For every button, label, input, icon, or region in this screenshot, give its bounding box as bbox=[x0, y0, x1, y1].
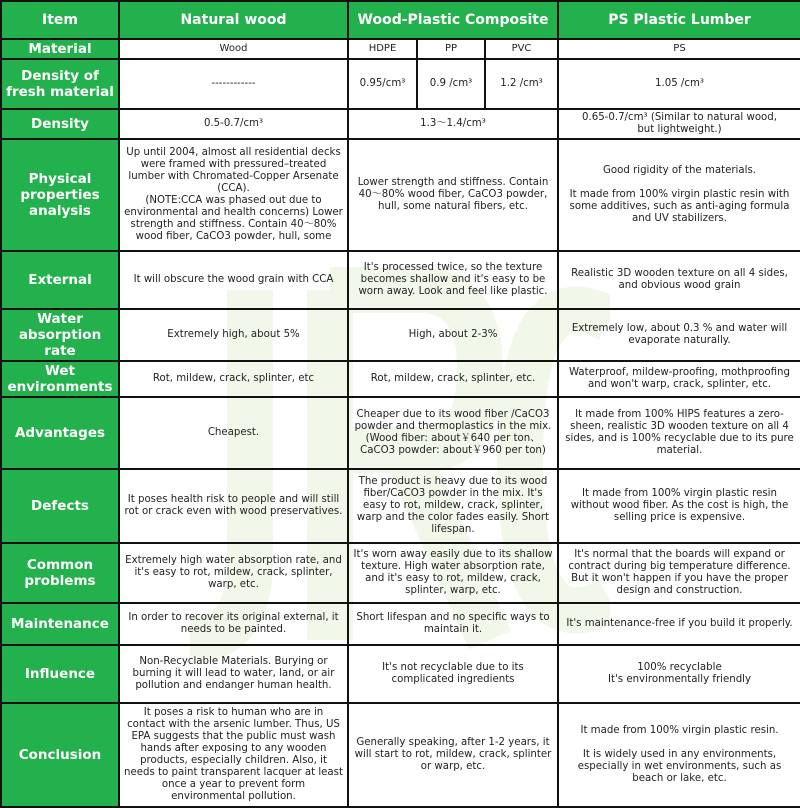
physical-natural bbox=[119, 139, 348, 251]
advantages-ps: It made from 100% HIPS features a zero-sheen, realistic 3D wooden texture on all 4 sides, and is 100% recyclable due to its pure material. bbox=[558, 397, 800, 469]
row-defects bbox=[1, 469, 800, 543]
common-wpc: It's worn away easily due to its shallow texture. High water absorption rate, and it's easy to rot, mildew, crack, splinter, warp, etc. bbox=[348, 543, 558, 603]
fresh-density-pvc: 1.2 /cm³ bbox=[485, 59, 558, 109]
fresh-density-hdpe: 0.95/cm³ bbox=[348, 59, 417, 109]
common-ps: It's normal that the boards will expand or contract during big temperature difference. But it won't happen if you have the proper design and construction. bbox=[558, 543, 800, 603]
influence-ps-line2: It's environmentally friendly bbox=[607, 674, 752, 685]
advantages-natural: Cheapest. bbox=[119, 397, 348, 469]
row-physical bbox=[1, 139, 800, 251]
wet-wpc: Rot, mildew, crack, splinter, etc. bbox=[348, 361, 558, 397]
physical-ps-p1: Good rigidity of the materials. bbox=[602, 165, 757, 176]
physical-ps bbox=[558, 139, 800, 251]
wet-ps: Waterproof, mildew-proofing, mothproofing and won't warp, crack, splinter, etc. bbox=[558, 361, 800, 397]
conclusion-wpc: Generally speaking, after 1-2 years, it will start to rot, mildew, crack, splinter or warp, etc. bbox=[348, 703, 558, 807]
density-ps-line2: but lightweight.) bbox=[637, 124, 722, 135]
common-natural: Extremely high water absorption rate, and it's easy to rot, mildew, crack, splinter, warp, etc. bbox=[119, 543, 348, 603]
label-maintenance: Maintenance bbox=[1, 603, 119, 645]
influence-ps-line1: 100% recyclable bbox=[637, 662, 722, 673]
header-wpc: Wood-Plastic Composite bbox=[348, 1, 558, 39]
row-fresh-density bbox=[1, 59, 800, 109]
conclusion-natural: It poses a risk to human who are in contact with the arsenic lumber. Thus, US EPA suggests that the public must wash hands after exposing to any wooden products, especially children. Also, it needs to paint transparent lacquer at least once a year to prevent form environmental pollution. bbox=[119, 703, 348, 807]
density-natural: 0.5-0.7/cm³ bbox=[119, 109, 348, 139]
physical-wpc: Lower strength and stiffness. Contain 40～80% wood fiber, CaCO3 powder, hull, some natural fibers, etc. bbox=[348, 139, 558, 251]
paragraph-gap bbox=[563, 177, 796, 189]
fresh-density-ps: 1.05 /cm³ bbox=[558, 59, 800, 109]
row-density bbox=[1, 109, 800, 139]
influence-wpc: It's not recyclable due to its complicated ingredients bbox=[348, 645, 558, 703]
fresh-density-natural: ------------ bbox=[119, 59, 348, 109]
wet-natural: Rot, mildew, crack, splinter, etc bbox=[119, 361, 348, 397]
header-row bbox=[1, 1, 800, 39]
physical-natural-p2: (NOTE:CCA was phased out due to environmental and health concerns) Lower strength and stiffness. Contain 40～80% wood fiber, CaCO3 powder, hull, some bbox=[124, 195, 343, 242]
defects-ps: It made from 100% virgin plastic resin without wood fiber. As the cost is high, the selling price is expensive. bbox=[558, 469, 800, 543]
header-item: Item bbox=[1, 1, 119, 39]
row-wet bbox=[1, 361, 800, 397]
defects-natural: It poses health risk to people and will still rot or crack even with wood preservatives. bbox=[119, 469, 348, 543]
conclusion-ps-p2: It is widely used in any environments, especially in wet environments, such as beach or lake, etc. bbox=[577, 749, 782, 784]
water-natural: Extremely high, about 5% bbox=[119, 309, 348, 361]
label-defects: Defects bbox=[1, 469, 119, 543]
label-density: Density bbox=[1, 109, 119, 139]
conclusion-ps-p1: It made from 100% virgin plastic resin. bbox=[580, 725, 779, 736]
density-ps-line1: 0.65-0.7/cm³ (Similar to natural wood, bbox=[582, 112, 777, 123]
header-ps: PS Plastic Lumber bbox=[558, 1, 800, 39]
maintenance-ps: It's maintenance-free if you build it properly. bbox=[558, 603, 800, 645]
influence-natural: Non-Recyclable Materials. Burying or burning it will lead to water, land, or air pollution and endanger human health. bbox=[119, 645, 348, 703]
label-external: External bbox=[1, 251, 119, 309]
maintenance-wpc: Short lifespan and no specific ways to maintain it. bbox=[348, 603, 558, 645]
row-conclusion bbox=[1, 703, 800, 807]
header-natural-wood: Natural wood bbox=[119, 1, 348, 39]
row-water bbox=[1, 309, 800, 361]
row-common bbox=[1, 543, 800, 603]
external-ps: Realistic 3D wooden texture on all 4 sides, and obvious wood grain bbox=[558, 251, 800, 309]
material-hdpe: HDPE bbox=[348, 39, 417, 59]
water-wpc: High, about 2-3% bbox=[348, 309, 558, 361]
external-wpc: It's processed twice, so the texture becomes shallow and it's easy to be worn away. Look and feel like plastic. bbox=[348, 251, 558, 309]
influence-ps bbox=[558, 645, 800, 703]
label-wet: Wet environments bbox=[1, 361, 119, 397]
row-material bbox=[1, 39, 800, 59]
material-pp: PP bbox=[417, 39, 485, 59]
density-ps bbox=[558, 109, 800, 139]
row-external bbox=[1, 251, 800, 309]
label-physical: Physical properties analysis bbox=[1, 139, 119, 251]
density-wpc: 1.3～1.4/cm³ bbox=[348, 109, 558, 139]
water-ps: Extremely low, about 0.3 % and water will evaporate naturally. bbox=[558, 309, 800, 361]
maintenance-natural: In order to recover its original external, it needs to be painted. bbox=[119, 603, 348, 645]
label-conclusion: Conclusion bbox=[1, 703, 119, 807]
paragraph-gap bbox=[563, 737, 796, 749]
fresh-density-pp: 0.9 /cm³ bbox=[417, 59, 485, 109]
conclusion-ps bbox=[558, 703, 800, 807]
label-advantages: Advantages bbox=[1, 397, 119, 469]
row-advantages bbox=[1, 397, 800, 469]
defects-wpc: The product is heavy due to its wood fiber/CaCO3 powder in the mix. It's easy to rot, mildew, crack, splinter, warp and the color fades easily. Short lifespan. bbox=[348, 469, 558, 543]
advantages-wpc: Cheaper due to its wood fiber /CaCO3 powder and thermoplastics in the mix. (Wood fiber: about￥640 per ton、CaCO3 powder: about￥960 per ton) bbox=[348, 397, 558, 469]
label-fresh-density: Density of fresh material bbox=[1, 59, 119, 109]
material-ps: PS bbox=[558, 39, 800, 59]
external-natural: It will obscure the wood grain with CCA bbox=[119, 251, 348, 309]
label-influence: Influence bbox=[1, 645, 119, 703]
material-pvc: PVC bbox=[485, 39, 558, 59]
label-material: Material bbox=[1, 39, 119, 59]
label-water: Water absorption rate bbox=[1, 309, 119, 361]
row-maintenance bbox=[1, 603, 800, 645]
physical-natural-p1: Up until 2004, almost all residential decks were framed with pressured–treated lumber with Chromated-Copper Arsenate (CCA). bbox=[126, 147, 341, 194]
physical-ps-p2: It made from 100% virgin plastic resin with some additives, such as anti-aging formula and UV stabilizers. bbox=[569, 189, 790, 224]
label-common: Common problems bbox=[1, 543, 119, 603]
row-influence bbox=[1, 645, 800, 703]
material-natural: Wood bbox=[119, 39, 348, 59]
